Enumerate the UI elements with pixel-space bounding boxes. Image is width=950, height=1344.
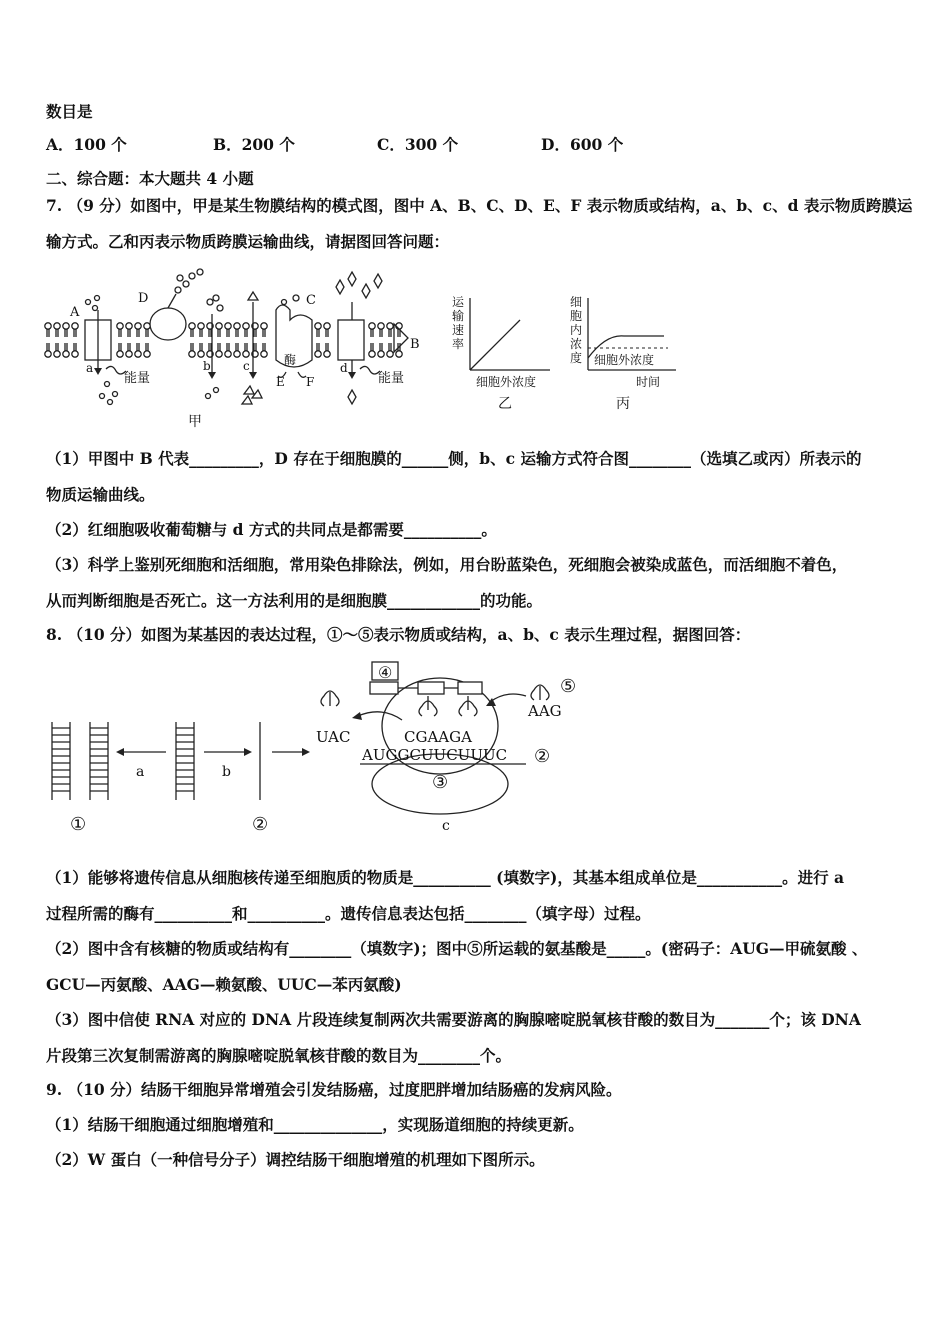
process-a: a: [136, 764, 145, 780]
q7-part1-line2: 物质运输曲线。: [46, 485, 155, 504]
q7-stem-1: 7. （9 分）如图中，甲是某生物膜结构的模式图，图中 A、B、C、D、E、F 表示物质或结构，a、b、c、d 表示物质跨膜运: [46, 196, 913, 215]
yi-ylabel-char: 率: [452, 337, 465, 351]
trna-leaving: [321, 691, 339, 706]
q9-part1: （1）结肠干细胞通过细胞增殖和______________，实现肠道细胞的持续更新。: [46, 1115, 584, 1134]
label-1: ①: [70, 814, 87, 835]
lipid-head: [63, 351, 69, 357]
q8-part2-line1: （2）图中含有核糖的物质或结构有________（填数字)；图中⑤所运载的氨基酸是_____。(密码子：AUG—甲硫氨酸 、: [46, 939, 868, 958]
yi-xlabel: 细胞外浓度: [476, 375, 537, 389]
fig7-energy-2: 能量: [378, 371, 405, 386]
q8-part1-line2: 过程所需的酶有__________和__________。遗传信息表达包括________（填字母）过程。: [46, 904, 651, 923]
trna-incoming: [531, 685, 549, 700]
lipid-head: [189, 323, 195, 329]
bing-ylabel-char: 度: [570, 351, 583, 365]
q8-part2-line2: GCU—丙氨酸、AAG—赖氨酸、UUC—苯丙氨酸): [46, 975, 402, 994]
caption-yi: 乙: [498, 396, 512, 412]
lipid-head: [135, 323, 141, 329]
lipid-head: [387, 351, 393, 357]
fig7-label-E: E: [276, 375, 285, 389]
caption-bing: 丙: [616, 396, 630, 412]
q7-part3-line2: 从而判断细胞是否死亡。这一方法利用的是细胞膜____________的功能。: [46, 591, 543, 610]
process-b: b: [222, 764, 231, 780]
lipid-head: [126, 351, 132, 357]
lipid-head: [117, 323, 123, 329]
lipid-head: [225, 323, 231, 329]
membrane-figure: [40, 262, 690, 432]
lipid-head: [189, 351, 195, 357]
gene-expression-figure: [40, 656, 600, 836]
label-2-left: ②: [252, 814, 269, 835]
bing-xlabel: 时间: [636, 375, 661, 389]
lipid-head: [234, 323, 240, 329]
dna-double-helix: [52, 722, 108, 800]
q9-part2: （2）W 蛋白（一种信号分子）调控结肠干细胞增殖的机理如下图所示。: [46, 1150, 545, 1169]
lipid-head: [45, 351, 51, 357]
q9-stem: 9. （10 分）结肠干细胞异常增殖会引发结肠癌，过度肥胖增加结肠癌的发病风险。: [46, 1080, 622, 1099]
fig7-label-c: c: [243, 359, 250, 373]
lipid-head: [396, 351, 402, 357]
option-c[interactable]: C．300 个: [377, 135, 459, 154]
lipid-head: [387, 323, 393, 329]
trna-aag: AAG: [528, 702, 562, 720]
label-3: ③: [432, 772, 449, 793]
fig7-label-F: F: [306, 375, 315, 389]
graph-bing: [570, 295, 676, 412]
fig7-label-d: d: [340, 361, 348, 375]
lipid-head: [225, 351, 231, 357]
lipid-head: [117, 351, 123, 357]
lipid-head: [54, 351, 60, 357]
label-2-right: ②: [534, 746, 551, 767]
fig7-label-A: A: [70, 305, 80, 320]
lipid-head: [135, 351, 141, 357]
fig7-label-B: B: [410, 337, 420, 352]
bing-ylabel-char: 胞: [570, 309, 583, 323]
q7-part1-line1: （1）甲图中 B 代表_________，D 存在于细胞膜的______侧，b、c 运输方式符合图________（选填乙或丙）所表示的: [46, 449, 862, 468]
q7-part2: （2）红细胞吸收葡萄糖与 d 方式的共同点是都需要__________。: [46, 520, 497, 539]
q7-part3-line1: （3）科学上鉴别死细胞和活细胞，常用染色排除法，例如，用台盼蓝染色，死细胞会被染成蓝色，而活细胞不着色，: [46, 555, 848, 574]
lipid-head: [216, 323, 222, 329]
lipid-head: [324, 323, 330, 329]
fig7-label-b: b: [203, 359, 211, 373]
lipid-head: [63, 323, 69, 329]
fig7-label-a: a: [86, 361, 94, 375]
lipid-head: [72, 323, 78, 329]
lipid-head: [378, 351, 384, 357]
lipid-head: [198, 351, 204, 357]
q8-stem: 8. （10 分）如图为某基因的表达过程，①～⑤表示物质或结构，a、b、c 表示生理过程，据图回答：: [46, 625, 751, 644]
fig7-energy-1: 能量: [124, 371, 151, 386]
lipid-head: [144, 323, 150, 329]
anticodon-strip: CGAAGA: [404, 728, 472, 746]
process-c: c: [442, 818, 450, 834]
lipid-head: [369, 351, 375, 357]
label-5: ⑤: [560, 676, 577, 697]
lipid-head: [378, 323, 384, 329]
bing-line-label: 细胞外浓度: [594, 353, 655, 367]
bing-ylabel-char: 浓: [570, 337, 583, 351]
glycoprotein-d: [150, 308, 186, 340]
yi-ylabel-char: 运: [452, 295, 465, 309]
trna-uac: UAC: [316, 728, 351, 746]
lipid-head: [45, 323, 51, 329]
polypeptide-chain: [370, 682, 398, 694]
lipid-head: [234, 351, 240, 357]
lipid-head: [261, 323, 267, 329]
line-intro: 数目是: [46, 102, 93, 121]
dna-template: [176, 722, 194, 800]
protein-b: [338, 320, 364, 360]
lipid-head: [144, 351, 150, 357]
lipid-head: [72, 351, 78, 357]
bing-ylabel-char: 内: [570, 323, 583, 337]
fig7-label-C: C: [306, 293, 316, 308]
bing-ylabel-char: 细: [570, 295, 583, 309]
q8-part3-line1: （3）图中信使 RNA 对应的 DNA 片段连续复制两次共需要游离的胸腺嘧啶脱氧核苷酸的数目为_______个；该 DNA: [46, 1010, 861, 1029]
lipid-head: [243, 351, 249, 357]
fig7-enzyme: 酶: [284, 353, 297, 367]
lipid-head: [54, 323, 60, 329]
option-a[interactable]: A．100 个: [46, 135, 127, 154]
q8-part3-line2: 片段第三次复制需游离的胸腺嘧啶脱氧核苷酸的数目为________个。: [46, 1046, 512, 1065]
q7-stem-2: 输方式。乙和丙表示物质跨膜运输曲线，请据图回答问题：: [46, 232, 450, 251]
yi-ylabel-char: 速: [452, 323, 465, 337]
mrna-sequence: AUGGCUUCUUUC: [362, 746, 508, 764]
lipid-head: [198, 323, 204, 329]
option-b[interactable]: B．200 个: [213, 135, 295, 154]
fig7-label-D: D: [138, 291, 149, 306]
lipid-head: [126, 323, 132, 329]
section-heading: 二、综合题：本大题共 4 小题: [46, 169, 254, 188]
fig7-caption-jia: 甲: [188, 414, 202, 430]
lipid-head: [243, 323, 249, 329]
lipid-head: [315, 351, 321, 357]
lipid-head: [369, 323, 375, 329]
lipid-head: [324, 351, 330, 357]
yi-ylabel-char: 输: [452, 309, 465, 323]
lipid-head: [216, 351, 222, 357]
lipid-head: [315, 323, 321, 329]
option-d[interactable]: D．600 个: [541, 135, 624, 154]
lipid-head: [261, 351, 267, 357]
graph-yi: [452, 295, 550, 412]
q8-part1-line1: （1）能够将遗传信息从细胞核传递至细胞质的物质是__________ (填数字)，其基本组成单位是___________。进行 a: [46, 868, 845, 887]
label-4: ④: [378, 663, 393, 682]
